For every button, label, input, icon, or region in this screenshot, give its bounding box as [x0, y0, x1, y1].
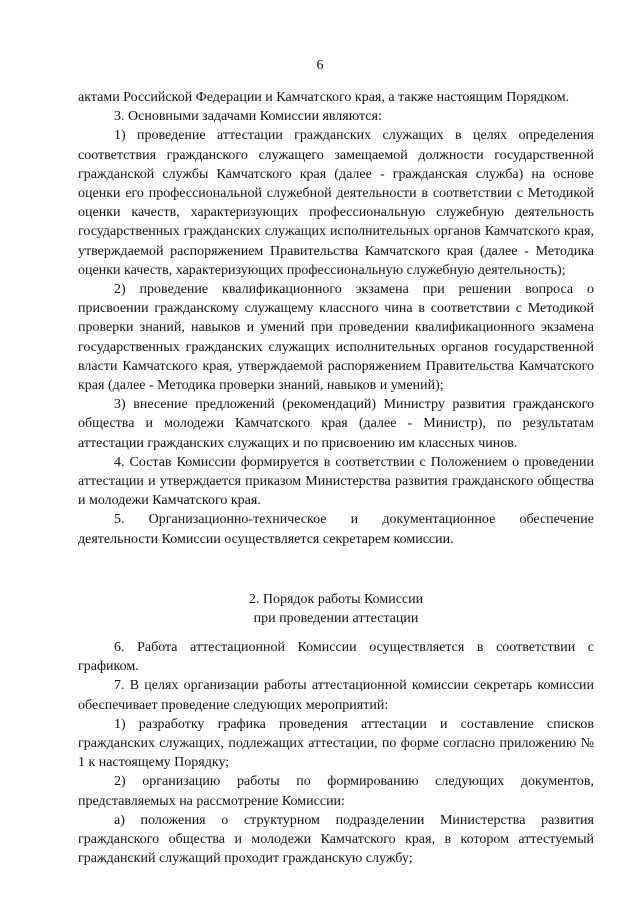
paragraph: актами Российской Федерации и Камчатского края, а также настоящим Порядком.	[78, 90, 570, 105]
paragraph: 1) проведение аттестации гражданских служащих в целях определения соответствия гражданского служащего замещаемой должности государственной гражданской службы Камчатского края (далее - гражданская служба) на основе оценки его профессиональной служебной деятельности в соответствии с Методикой оценки качеств, характеризующих профессиональную служебную деятельность государственных гражданских служащих исполнительных органов Камчатского края, утверждаемой распоряжением Правительства Камчатского края (далее - Методика оценки качеств, характеризующих профессиональную служебную деятельность);	[78, 128, 594, 278]
paragraph: 7. В целях организации работы аттестационной комиссии секретарь комиссии обеспечивает проведение следующих мероприятий:	[78, 678, 594, 713]
paragraph: 4. Состав Комиссии формируется в соответствии с Положением о проведении аттестации и утверждается приказом Министерства развития гражданского общества и молодежи Камчатского края.	[78, 454, 594, 509]
paragraph: 2) организацию работы по формированию следующих документов, представляемых на рассмотрение Комиссии:	[78, 774, 594, 809]
paragraph: 3) внесение предложений (рекомендаций) Министру развития гражданского общества и молодежи Камчатского края (далее - Министр), по результатам аттестации гражданских служащих и по присвоению им классных чинов.	[78, 397, 594, 451]
section-heading-line1: 2. Порядок работы Комиссии	[248, 592, 424, 607]
section-heading-line2: при проведении аттестации	[253, 611, 419, 627]
text-block-tasks	[78, 88, 594, 549]
paragraph: а) положения о структурном подразделении Министерства развития гражданского общества и молодежи Камчатского края, в котором аттестуемый гражданский служащий проходит гражданскую службу;	[78, 812, 594, 867]
page-number: 6	[316, 58, 324, 73]
paragraph: 1) разработку графика проведения аттестации и составление списков гражданских служащих, подлежащих аттестации, по форме согласно приложению № 1 к настоящему Порядку;	[78, 716, 594, 771]
section-heading	[78, 590, 594, 628]
text-block-procedure	[78, 638, 594, 868]
paragraph: 6. Работа аттестационной Комиссии осуществляется в соответствии с графиком.	[78, 640, 594, 675]
paragraph: 5. Организационно-техническое и документационное обеспечение деятельности Комиссии осуществляется секретарем комиссии.	[78, 512, 594, 547]
paragraph: 2) проведение квалификационного экзамена при решении вопроса о присвоении гражданскому служащему классного чина в соответствии с Методикой проверки знаний, навыков и умений при проведении квалификационного экзамена государственных гражданских служащих исполнительных органов государственной власти Камчатского края, утверждаемой распоряжением Правительства Камчатского края (далее - Методика проверки знаний, навыков и умений);	[78, 282, 594, 394]
paragraph: 3. Основными задачами Комиссии являются:	[114, 109, 382, 125]
